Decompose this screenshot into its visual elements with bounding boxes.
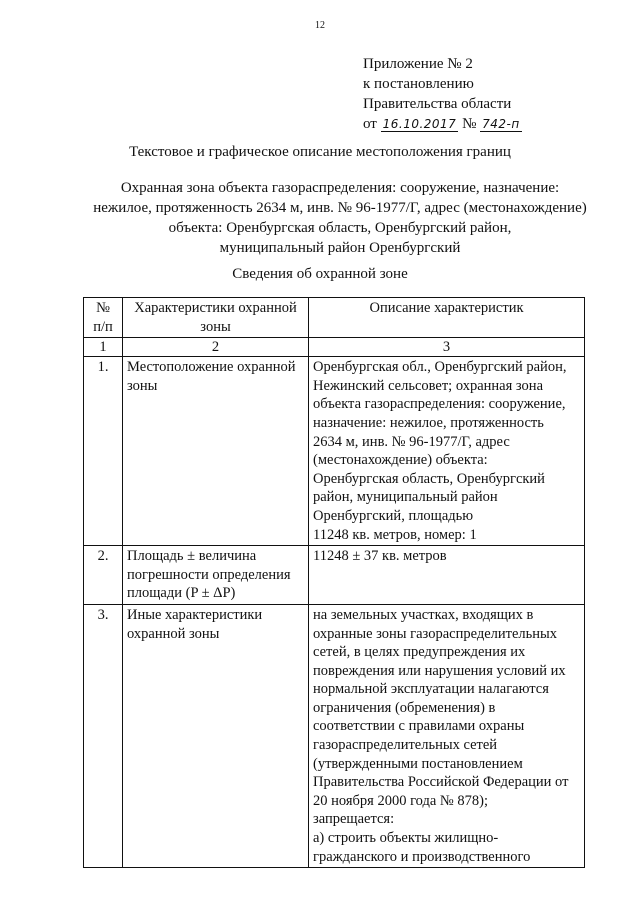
row-description: на земельных участках, входящих в охранные зоны газораспределительных сетей, в целях предупреждения их повреждения или нарушения условий их нормальной эксплуатации налагаются ограничения (обременения) в соответствии с правилами охраны газораспределительных сетей (утвержденными постановлением Правительства Российской Федерации от 20 ноября 2000 года № 878); запрещается: а) строить объекты жилищно- гражданского и производственного	[309, 604, 585, 867]
appendix-title: Приложение № 2	[363, 56, 473, 72]
table-header-row	[84, 298, 585, 338]
row-characteristic: Площадь ± величина погрешности определения площади (P ± ΔP)	[123, 546, 309, 605]
column-number: 2	[123, 338, 309, 357]
zone-info-table	[83, 297, 585, 868]
document-title: Текстовое и графическое описание местоположения границ	[129, 144, 511, 160]
appendix-date-line	[363, 114, 522, 134]
handwritten-number: 742-п	[482, 117, 520, 131]
number-label: №	[462, 116, 477, 132]
object-description-line: объекта: Оренбургская область, Оренбургский район,	[168, 220, 512, 236]
object-description	[80, 178, 600, 258]
header-num: № п/п	[84, 298, 123, 338]
table-row	[84, 357, 585, 546]
from-label: от	[363, 116, 377, 132]
column-number: 1	[84, 338, 123, 357]
column-number-row	[84, 338, 585, 357]
header-description: Описание характеристик	[309, 298, 585, 338]
page-number: 12	[315, 20, 325, 31]
header-characteristic: Характеристики охранной зоны	[123, 298, 309, 338]
object-description-line: нежилое, протяженность 2634 м, инв. № 96-1977/Г, адрес (местонахождение)	[93, 200, 587, 216]
table-row	[84, 604, 585, 867]
appendix-block	[363, 54, 522, 134]
column-number: 3	[309, 338, 585, 357]
row-characteristic: Иные характеристики охранной зоны	[123, 604, 309, 867]
row-number: 2.	[84, 546, 123, 605]
row-number: 3.	[84, 604, 123, 867]
handwritten-date: 16.10.2017	[382, 117, 457, 131]
section-subtitle: Сведения об охранной зоне	[232, 266, 408, 282]
row-number: 1.	[84, 357, 123, 546]
row-characteristic: Местоположение охранной зоны	[123, 357, 309, 546]
appendix-line-3: Правительства области	[363, 96, 512, 112]
row-description: 11248 ± 37 кв. метров	[309, 546, 585, 605]
appendix-line-2: к постановлению	[363, 76, 474, 92]
object-description-line: Охранная зона объекта газораспределения: сооружение, назначение:	[120, 180, 560, 196]
row-description: Оренбургская обл., Оренбургский район, Нежинский сельсовет; охранная зона объекта газораспределения: сооружение, назначение: нежилое, протяженность 2634 м, инв. № 96-1977/Г, адрес (местонахождение) объекта: Оренбургская область, Оренбургский район, муниципальный район Оренбургский, площадью 11248 кв. метров, номер: 1	[309, 357, 585, 546]
object-description-line: муниципальный район Оренбургский	[219, 240, 461, 256]
table-row	[84, 546, 585, 605]
